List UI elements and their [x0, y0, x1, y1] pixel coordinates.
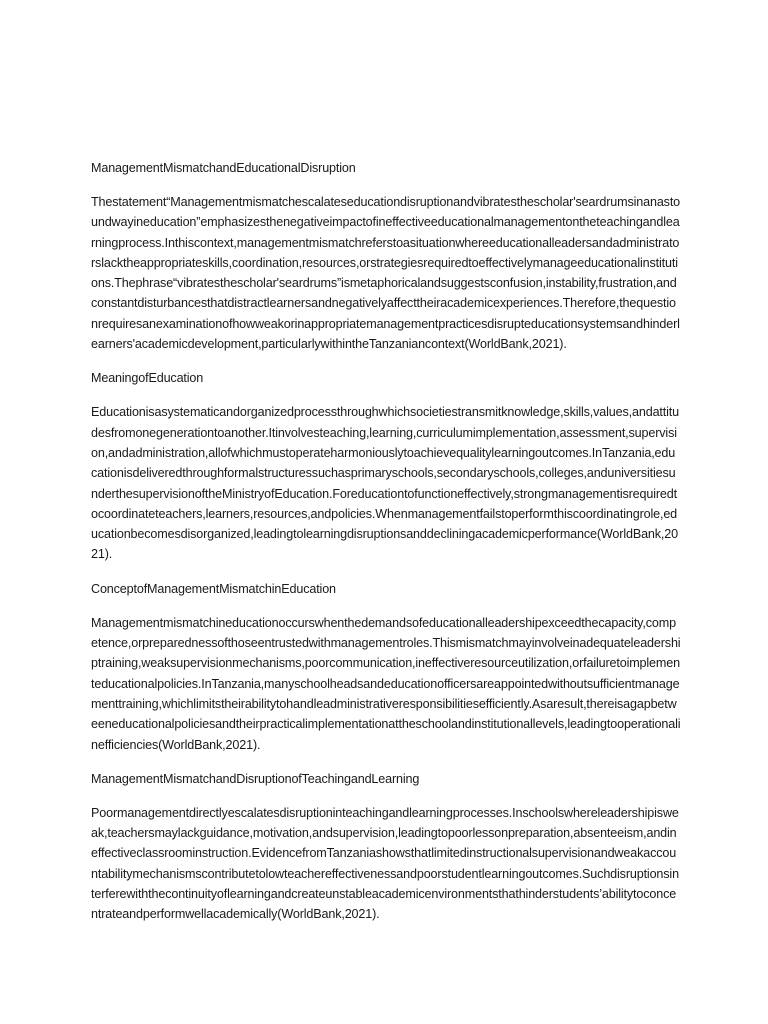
section-paragraph-management-mismatch: Thestatement“Managementmismatchescalateseducationdisruptionandvibratesthescholar'seardrumsinanastoundwayineducation”emphasizesthenegativeimpactofineffectiveeducationalmanagementontheteachingandlearningprocess.Inthiscontext,managementmismatchreferstoasituationwhereeducationalleadersandadministratorslacktheappropriateskills,coordination,resources,orstrategiesrequiredtoeffectivelymanageeducationalinstitutions.Thephrase“vibratesthescholar'seardrums”ismetaphoricalandsuggestsconfusion,instability,frustration,andconstantdisturbancesthatdistractlearnersandnegativelyaffecttheiracademicexperiences.Therefore,thequestionrequiresanexaminationofhowweakorinappropriatemanagementpracticesdisrupteducationsystemsandhinderlearners'academicdevelopment,particularlywithintheTanzaniancontext(WorldBank,2021).	[91, 195, 681, 352]
section-paragraph-meaning-of-education: Educationisasystematicandorganizedprocessthroughwhichsocietiestransmitknowledge,skills,values,andattitudesfromonegenerationtoanother.Itinvolvesteaching,learning,curriculumimplementation,assessment,supervision,andadministration,allofwhichmustoperateharmoniouslytoachievequalitylearningoutcomes.InTanzania,educationisdeliveredthroughformalstructuressuchasprimaryschools,secondaryschools,colleges,anduniversitiesunderthesupervisionoftheMinistryofEducation.Foreducationtofunctioneffectively,strongmanagementisrequiredtocoordinateteachers,learners,resources,andpolicies.Whenmanagementfailstoperformthiscoordinatingrole,educationbecomesdisorganized,leadingtolearningdisruptionsanddecliningacademicperformance(WorldBank,2021).	[91, 405, 679, 562]
section-heading-meaning-of-education: MeaningofEducation	[91, 371, 204, 386]
section-heading-management-mismatch: ManagementMismatchandEducationalDisruption	[91, 161, 356, 175]
section-paragraph-disruption-of-teaching: Poormanagementdirectlyescalatesdisruptioninteachingandlearningprocesses.Inschoolswhereleadershipisweak,teachersmaylackguidance,motivation,andsupervision,leadingtopoorlessonpreparation,absenteeism,andineffectiveclassroominstruction.EvidencefromTanzaniashowsthatlimitedinstructionalsupervisionandweakaccountabilitymechanismscontributetolowteachereffectivenessandpoorstudentlearningoutcomes.Suchdisruptionsinterferewiththecontinuityoflearningandcreateunstableacademicenvironmentsthathinderstudents’abilitytoconcentrateandperformwellacademically(WorldBank,2021).	[91, 805, 679, 922]
document-body	[91, 158, 681, 939]
section-heading-disruption-of-teaching: ManagementMismatchandDisruptionofTeachingandLearning	[91, 771, 420, 786]
section-heading-concept-of-mismatch: ConceptofManagementMismatchinEducation	[91, 581, 336, 596]
section-paragraph-concept-of-mismatch: Managementmismatchineducationoccurswhenthedemandsofeducationalleadershipexceedthecapacity,competence,orpreparednessofthoseentrustedwithmanagementroles.Thismismatchmayinvolveinadequateleadershiptraining,weaksupervisionmechanisms,poorcommunication,ineffectiveresourceutilization,orfailuretoimplementeducationalpolicies.InTanzania,manyschoolheadsandeducationofficersareappointedwithoutsufficientmanagementtraining,whichlimitstheirabilitytohandleadministrativeresponsibilitiesefficiently.Asaresult,thereisagapbetweeneducationalpoliciesandtheirpracticalimplementationattheschoolandinstitutionallevels,leadingtooperationalinefficiencies(WorldBank,2021).	[91, 615, 681, 752]
